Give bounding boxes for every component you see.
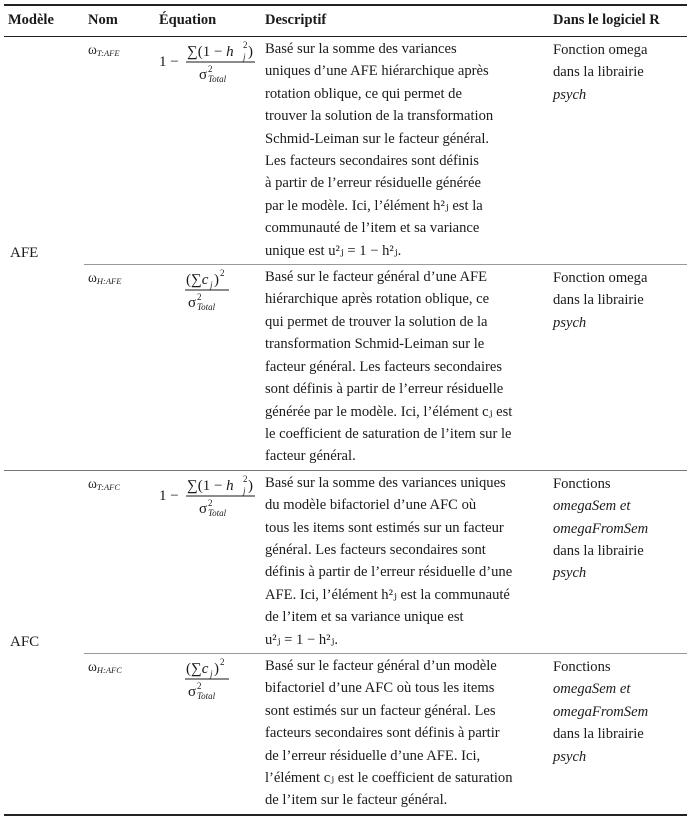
equation-omega-h [159, 656, 257, 700]
svg-text:2: 2 [208, 497, 213, 508]
table-row-omega-t-afc [4, 470, 687, 653]
software-line: dans la librairie [553, 292, 644, 309]
name-cell [84, 653, 155, 814]
desc-line: de l’item et sa variance unique est [265, 609, 464, 626]
svg-text:): ) [214, 272, 219, 289]
desc-line: facteurs secondaires sont définis à partir [265, 725, 500, 742]
omega-symbol: ω [88, 270, 97, 286]
svg-text:1 −: 1 − [159, 487, 179, 504]
software-line: dans la librairie [553, 542, 644, 559]
desc-line: Schmid-Leiman sur le facteur général. [265, 130, 490, 147]
equation-cell [155, 37, 261, 265]
software-line: dans la librairie [553, 726, 644, 743]
desc-line: tous les items sont estimés sur un facteur [265, 519, 504, 536]
desc-line: facteur général. Les facteurs secondaires [265, 358, 503, 375]
software-package: psych [553, 86, 587, 103]
svg-text:Total: Total [208, 74, 227, 84]
desc-line: de l’erreur résiduelle d’une AFE. Ici, [265, 747, 481, 764]
svg-text:2: 2 [197, 680, 202, 691]
desc-line: transformation Schmid-Leiman sur le [265, 336, 485, 353]
software-line: Fonction omega [553, 42, 648, 58]
desc-line: par le modèle. Ici, l’élément h²ⱼ est la [265, 197, 483, 214]
equation-omega-t [159, 39, 257, 83]
header-equation: Équation [159, 12, 217, 28]
omega-subscript: H:AFE [96, 276, 122, 287]
omega-symbol: ω [88, 42, 97, 57]
header-name: Nom [88, 12, 118, 28]
desc-line: général. Les facteurs secondaires sont [265, 541, 486, 558]
svg-text:(∑c: (∑c [186, 272, 209, 289]
omega-symbol: ω [88, 658, 97, 674]
desc-line: hiérarchique après rotation oblique, ce [265, 291, 490, 308]
svg-text:j: j [210, 280, 213, 291]
software-cell [549, 37, 687, 265]
name-cell [84, 37, 155, 265]
svg-text:): ) [214, 660, 219, 677]
svg-text:σ: σ [188, 295, 197, 312]
svg-text:2: 2 [243, 473, 248, 484]
desc-line: rotation oblique, ce qui permet de [265, 85, 462, 102]
svg-text:2: 2 [220, 656, 225, 667]
desc-line: du modèle bifactoriel d’une AFC où [265, 497, 477, 514]
software-package: psych [553, 565, 587, 582]
omega-symbol: ω [88, 475, 97, 491]
desc-line: Basé sur la somme des variances [265, 41, 457, 57]
svg-text:): ) [248, 477, 253, 494]
desc-line: facteur général. [265, 448, 356, 465]
desc-line: Basé sur la somme des variances uniques [265, 474, 506, 491]
table-row-omega-h-afc [4, 653, 687, 814]
svg-text:σ: σ [199, 67, 208, 83]
description-cell [261, 265, 549, 471]
desc-line: communauté de l’item et sa variance [265, 220, 480, 237]
software-line: omegaSem et [553, 498, 631, 515]
desc-line: qui permet de trouver la solution de la [265, 313, 488, 330]
desc-line: trouver la solution de la transformation [265, 108, 494, 125]
svg-text:σ: σ [188, 683, 197, 700]
svg-text:Total: Total [197, 690, 216, 701]
svg-text:2: 2 [208, 64, 213, 74]
desc-line: à partir de l’erreur résiduelle générée [265, 175, 481, 192]
svg-text:σ: σ [199, 500, 208, 517]
software-line: omegaSem et [553, 681, 631, 698]
desc-line: sont estimés sur un facteur général. Les [265, 702, 496, 719]
model-cell-afe: AFE [10, 245, 39, 262]
table-row-omega-h-afe [4, 265, 687, 471]
desc-line: définis à partir de l’erreur résiduelle d’une [265, 564, 513, 581]
desc-line: unique est u²ⱼ = 1 − h²ⱼ. [265, 242, 402, 259]
desc-line: sont définis à partir de l’erreur résiduelle [265, 381, 504, 398]
equation-omega-h [159, 267, 257, 311]
software-package: psych [553, 748, 587, 765]
description-cell [261, 37, 549, 265]
table-body [4, 37, 687, 815]
svg-text:Total: Total [208, 507, 227, 518]
software-cell [549, 653, 687, 814]
omega-subscript: H:AFC [96, 664, 122, 675]
omega-subscript: T:AFE [96, 48, 120, 58]
equation-cell [155, 470, 261, 653]
svg-text:j: j [210, 668, 213, 679]
header-description: Descriptif [265, 12, 327, 28]
omega-subscript: T:AFC [96, 481, 121, 492]
software-line: omegaFromSem [553, 703, 649, 720]
desc-line: bifactoriel d’une AFC où tous les items [265, 680, 495, 697]
equation-omega-t [159, 473, 257, 517]
desc-line: de l’item sur le facteur général. [265, 792, 448, 809]
svg-text:Total: Total [197, 302, 216, 313]
header-software: Dans le logiciel R [553, 12, 660, 28]
software-line: Fonction omega [553, 270, 648, 287]
svg-text:∑(1 − h: ∑(1 − h [187, 44, 234, 60]
description-cell [261, 470, 549, 653]
svg-text:2: 2 [197, 292, 202, 303]
software-line: Fonctions [553, 475, 611, 492]
omega-table [4, 4, 687, 816]
svg-text:2: 2 [243, 40, 248, 50]
software-line: omegaFromSem [553, 520, 649, 537]
equation-cell [155, 265, 261, 471]
desc-line: uniques d’une AFE hiérarchique après [265, 63, 489, 80]
table-header [4, 5, 687, 37]
desc-line: Basé sur le facteur général d’une AFE [265, 269, 488, 286]
name-cell [84, 265, 155, 471]
svg-text:(∑c: (∑c [186, 660, 209, 677]
desc-line: Les facteurs secondaires sont définis [265, 153, 479, 170]
table-row-omega-t-afe [4, 37, 687, 265]
desc-line: Basé sur le facteur général d’un modèle [265, 657, 497, 674]
model-cell-afc: AFC [10, 634, 40, 651]
svg-text:): ) [248, 44, 253, 60]
svg-text:2: 2 [220, 268, 225, 279]
desc-line: u²ⱼ = 1 − h²ⱼ. [265, 631, 339, 648]
software-package: psych [553, 314, 587, 331]
equation-cell [155, 653, 261, 814]
desc-line: le coefficient de saturation de l’item sur le [265, 425, 512, 442]
svg-text:1 −: 1 − [159, 54, 179, 70]
description-cell [261, 653, 549, 814]
software-cell [549, 470, 687, 653]
software-line: dans la librairie [553, 64, 644, 81]
svg-text:∑(1 − h: ∑(1 − h [187, 477, 234, 494]
svg-text:j: j [243, 52, 246, 62]
software-line: Fonctions [553, 658, 611, 675]
desc-line: AFE. Ici, l’élément h²ⱼ est la communauté [265, 586, 510, 603]
desc-line: générée par le modèle. Ici, l’élément cⱼ est [265, 403, 513, 420]
name-cell [84, 470, 155, 653]
desc-line: l’élément cⱼ est le coefficient de saturation [265, 770, 513, 786]
software-cell [549, 265, 687, 471]
svg-text:j: j [243, 485, 246, 496]
header-model: Modèle [8, 12, 54, 28]
